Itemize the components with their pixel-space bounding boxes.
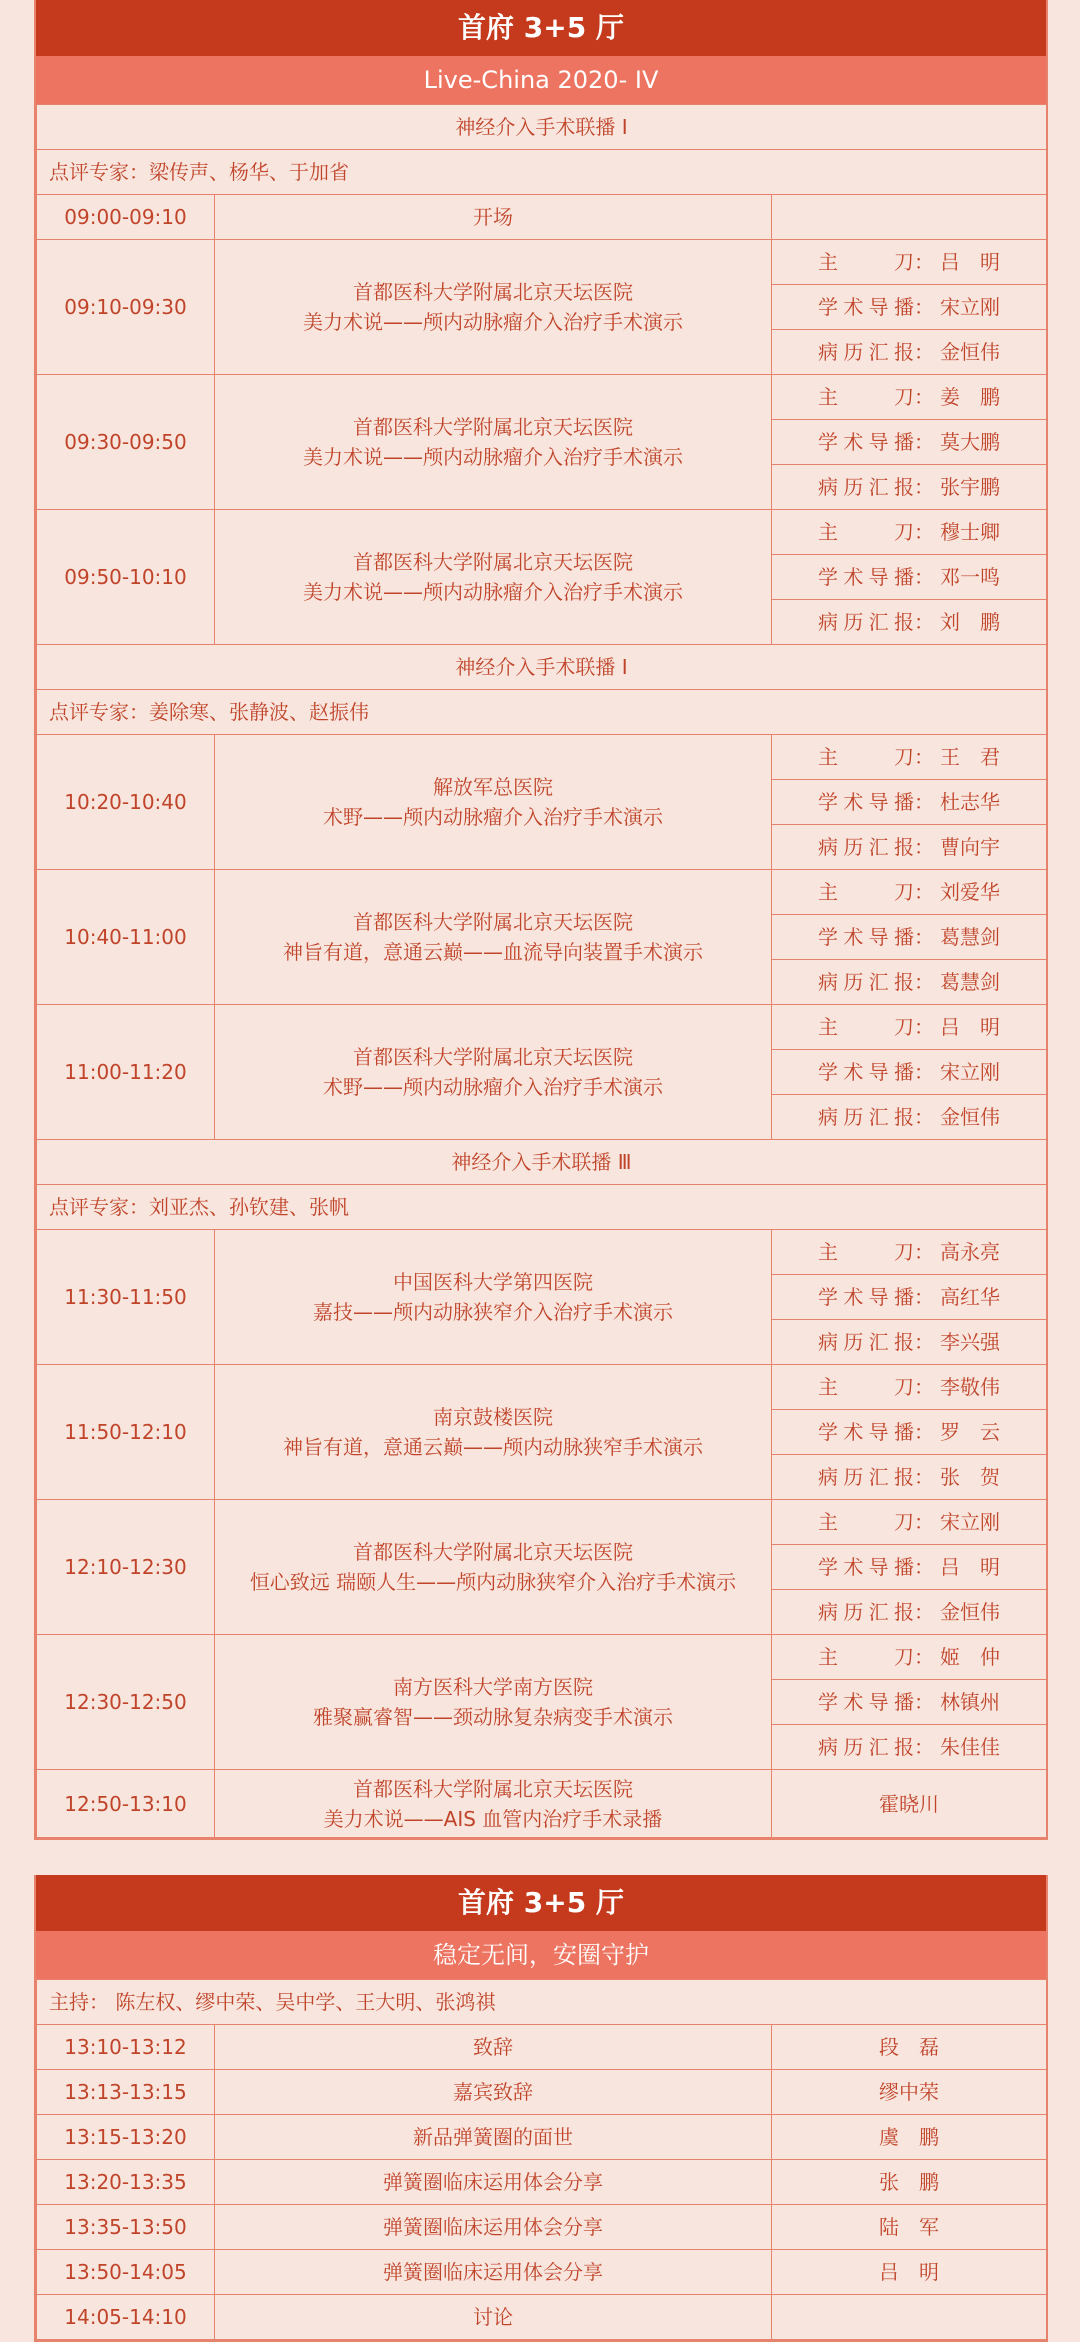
speaker-name: 陆 军 <box>772 2205 1047 2250</box>
role-cell <box>772 1545 1047 1590</box>
schedule-table-2 <box>36 1979 1047 2340</box>
role-cell <box>772 1275 1047 1320</box>
role-label: 主 刀 <box>818 1375 914 1399</box>
role-cell <box>772 870 1047 915</box>
person-name: 张宇鹏 <box>940 475 1000 499</box>
role-colon: ： <box>914 520 934 544</box>
role-cell <box>772 420 1047 465</box>
table-row <box>37 375 1047 420</box>
person-name: 金恒伟 <box>940 1600 1000 1624</box>
role-colon: ： <box>914 1600 934 1624</box>
section-title-row <box>37 1140 1047 1185</box>
speaker-name: 吕 明 <box>772 2250 1047 2295</box>
table-row <box>37 1005 1047 1050</box>
role-cell <box>772 375 1047 420</box>
review-experts: 点评专家：姜除寒、张静波、赵振伟 <box>37 690 1047 735</box>
role-cell <box>772 960 1047 1005</box>
person-name: 姜 鹏 <box>940 385 1000 409</box>
session-topic: 术野——颅内动脉瘤介入治疗手术演示 <box>323 1075 663 1099</box>
person-name: 杜志华 <box>940 790 1000 814</box>
person-name: 李敬伟 <box>940 1375 1000 1399</box>
role-label: 主 刀 <box>818 1510 914 1534</box>
hospital-name: 首都医科大学附属北京天坛医院 <box>353 550 633 574</box>
person-name: 吕 明 <box>940 1555 1000 1579</box>
role-cell <box>772 285 1047 330</box>
role-label: 学术导播 <box>818 1420 914 1444</box>
person-name: 王 君 <box>940 745 1000 769</box>
table-row <box>37 510 1047 555</box>
person-name: 李兴强 <box>940 1330 1000 1354</box>
time-slot: 13:35-13:50 <box>37 2205 215 2250</box>
hall-header: 首府 3+5 厅 <box>36 0 1046 56</box>
person-name: 刘爱华 <box>940 880 1000 904</box>
hospital-name: 中国医科大学第四医院 <box>393 1270 593 1294</box>
role-label: 主 刀 <box>818 520 914 544</box>
role-colon: ： <box>914 1330 934 1354</box>
table-row <box>37 2160 1047 2205</box>
role-label: 学术导播 <box>818 565 914 589</box>
role-colon: ： <box>914 790 934 814</box>
session-topic: 嘉技——颅内动脉狭窄介入治疗手术演示 <box>313 1300 673 1324</box>
table-row <box>37 2025 1047 2070</box>
session-description <box>215 1365 772 1500</box>
hospital-name: 首都医科大学附属北京天坛医院 <box>353 280 633 304</box>
talk-topic: 嘉宾致辞 <box>215 2070 772 2115</box>
table-row <box>37 195 1047 240</box>
table-row <box>37 1230 1047 1275</box>
section-title: 神经介入手术联播 Ⅰ <box>37 645 1047 690</box>
role-cell <box>772 465 1047 510</box>
session-description <box>215 510 772 645</box>
section-title-row <box>37 105 1047 150</box>
session-description <box>215 1635 772 1770</box>
talk-topic: 致辞 <box>215 2025 772 2070</box>
table-row <box>37 1635 1047 1680</box>
session-description <box>215 240 772 375</box>
time-slot: 09:00-09:10 <box>37 195 215 240</box>
session-description <box>215 1005 772 1140</box>
role-colon: ： <box>914 610 934 634</box>
hospital-name: 南方医科大学南方医院 <box>393 1675 593 1699</box>
session-description <box>215 195 772 240</box>
table-row <box>37 2205 1047 2250</box>
section-title: 神经介入手术联播 Ⅰ <box>37 105 1047 150</box>
time-slot: 09:30-09:50 <box>37 375 215 510</box>
role-cell <box>772 1680 1047 1725</box>
time-slot: 10:40-11:00 <box>37 870 215 1005</box>
role-colon: ： <box>914 1465 934 1489</box>
session-description <box>215 1500 772 1635</box>
role-colon: ： <box>914 1555 934 1579</box>
section-title: 神经介入手术联播 Ⅲ <box>37 1140 1047 1185</box>
speaker-name: 缪中荣 <box>772 2070 1047 2115</box>
role-label: 病历汇报 <box>818 835 914 859</box>
role-label: 主 刀 <box>818 385 914 409</box>
person-name: 吕 明 <box>940 250 1000 274</box>
session-topic: 美力术说——颅内动脉瘤介入治疗手术演示 <box>303 580 683 604</box>
time-slot: 13:15-13:20 <box>37 2115 215 2160</box>
time-slot: 12:10-12:30 <box>37 1500 215 1635</box>
review-experts: 点评专家：刘亚杰、孙钦建、张帆 <box>37 1185 1047 1230</box>
talk-topic: 弹簧圈临床运用体会分享 <box>215 2160 772 2205</box>
hospital-name: 南京鼓楼医院 <box>433 1405 553 1429</box>
person-name: 邓一鸣 <box>940 565 1000 589</box>
role-colon: ： <box>914 1105 934 1129</box>
experts-row <box>37 1185 1047 1230</box>
person-name: 穆士卿 <box>940 520 1000 544</box>
table-row <box>37 735 1047 780</box>
role-label: 病历汇报 <box>818 970 914 994</box>
role-colon: ： <box>914 745 934 769</box>
role-colon: ： <box>914 880 934 904</box>
role-cell <box>772 1635 1047 1680</box>
person-name: 刘 鹏 <box>940 610 1000 634</box>
person-name: 莫大鹏 <box>940 430 1000 454</box>
speaker-name: 段 磊 <box>772 2025 1047 2070</box>
role-label: 病历汇报 <box>818 1330 914 1354</box>
role-cell <box>772 1500 1047 1545</box>
role-label: 学术导播 <box>818 295 914 319</box>
person-name: 宋立刚 <box>940 1510 1000 1534</box>
talk-topic: 讨论 <box>215 2295 772 2340</box>
role-cell <box>772 1005 1047 1050</box>
session-subtitle-2: 稳定无间，安圈守护 <box>36 1931 1046 1979</box>
role-label: 主 刀 <box>818 1015 914 1039</box>
role-label: 学术导播 <box>818 925 914 949</box>
schedule-panel-live-china <box>34 0 1048 1840</box>
person-name: 张 贺 <box>940 1465 1000 1489</box>
speaker-name <box>772 2295 1047 2340</box>
hospital-name: 首都医科大学附属北京天坛医院 <box>353 415 633 439</box>
time-slot: 11:30-11:50 <box>37 1230 215 1365</box>
role-cell <box>772 780 1047 825</box>
person-name: 金恒伟 <box>940 340 1000 364</box>
role-colon: ： <box>914 295 934 319</box>
session-description <box>215 735 772 870</box>
time-slot: 12:50-13:10 <box>37 1770 215 1838</box>
time-slot: 13:50-14:05 <box>37 2250 215 2295</box>
hall-header-2: 首府 3+5 厅 <box>36 1875 1046 1931</box>
role-label: 主 刀 <box>818 745 914 769</box>
schedule-table <box>36 104 1047 1838</box>
person-name: 高永亮 <box>940 1240 1000 1264</box>
role-label: 主 刀 <box>818 880 914 904</box>
session-topic: 美力术说——AIS 血管内治疗手术录播 <box>323 1806 663 1831</box>
person-name: 林镇州 <box>940 1690 1000 1714</box>
role-cell <box>772 1320 1047 1365</box>
person-name <box>772 195 1047 240</box>
role-colon: ： <box>914 1690 934 1714</box>
role-colon: ： <box>914 565 934 589</box>
talk-topic: 弹簧圈临床运用体会分享 <box>215 2250 772 2295</box>
speaker-name: 虞 鹏 <box>772 2115 1047 2160</box>
role-colon: ： <box>914 1645 934 1669</box>
role-colon: ： <box>914 250 934 274</box>
role-cell <box>772 1050 1047 1095</box>
role-colon: ： <box>914 835 934 859</box>
session-topic: 雅聚赢睿智——颈动脉复杂病变手术演示 <box>313 1705 673 1729</box>
session-subtitle: Live-China 2020- IV <box>36 56 1046 104</box>
experts-row <box>37 690 1047 735</box>
table-row <box>37 2115 1047 2160</box>
role-cell <box>772 555 1047 600</box>
time-slot: 13:20-13:35 <box>37 2160 215 2205</box>
speaker-name: 张 鹏 <box>772 2160 1047 2205</box>
hospital-name: 解放军总医院 <box>433 775 553 799</box>
time-slot: 14:05-14:10 <box>37 2295 215 2340</box>
role-colon: ： <box>914 1285 934 1309</box>
experts-row <box>37 150 1047 195</box>
session-line: 首都医科大学附属北京天坛医院 <box>353 1776 633 1801</box>
role-cell <box>772 825 1047 870</box>
table-row <box>37 1770 1047 1838</box>
role-label: 学术导播 <box>818 1285 914 1309</box>
role-colon: ： <box>914 340 934 364</box>
role-cell <box>772 1590 1047 1635</box>
person-name: 朱佳佳 <box>940 1735 1000 1759</box>
role-colon: ： <box>914 1420 934 1444</box>
review-experts: 点评专家：梁传声、杨华、于加省 <box>37 150 1047 195</box>
session-description <box>215 870 772 1005</box>
table-row <box>37 2295 1047 2340</box>
table-row <box>37 2250 1047 2295</box>
person-name: 吕 明 <box>940 1015 1000 1039</box>
role-label: 病历汇报 <box>818 1735 914 1759</box>
session-topic: 恒心致远 瑞颐人生——颅内动脉狭窄介入治疗手术演示 <box>249 1570 737 1594</box>
time-slot: 11:50-12:10 <box>37 1365 215 1500</box>
person-name: 葛慧剑 <box>940 970 1000 994</box>
role-label: 病历汇报 <box>818 1465 914 1489</box>
schedule-panel-coil-session <box>34 1875 1048 2342</box>
role-colon: ： <box>914 970 934 994</box>
session-line: 开场 <box>473 205 513 229</box>
role-cell <box>772 1410 1047 1455</box>
session-topic: 神旨有道，意通云巅——血流导向装置手术演示 <box>283 940 703 964</box>
session-topic: 神旨有道，意通云巅——颅内动脉狭窄手术演示 <box>283 1435 703 1459</box>
role-cell <box>772 1365 1047 1410</box>
role-colon: ： <box>914 475 934 499</box>
time-slot: 13:10-13:12 <box>37 2025 215 2070</box>
role-colon: ： <box>914 430 934 454</box>
session-topic: 美力术说——颅内动脉瘤介入治疗手术演示 <box>303 310 683 334</box>
role-cell <box>772 1725 1047 1770</box>
role-label: 病历汇报 <box>818 340 914 364</box>
person-name: 霍晓川 <box>772 1770 1047 1838</box>
hospital-name: 首都医科大学附属北京天坛医院 <box>353 1540 633 1564</box>
role-cell <box>772 330 1047 375</box>
role-label: 学术导播 <box>818 1555 914 1579</box>
table-row <box>37 1500 1047 1545</box>
role-label: 主 刀 <box>818 1240 914 1264</box>
table-row <box>37 240 1047 285</box>
time-slot: 10:20-10:40 <box>37 735 215 870</box>
hospital-name: 首都医科大学附属北京天坛医院 <box>353 1045 633 1069</box>
person-name: 葛慧剑 <box>940 925 1000 949</box>
person-name: 姬 仲 <box>940 1645 1000 1669</box>
role-cell <box>772 1455 1047 1500</box>
person-name: 宋立刚 <box>940 295 1000 319</box>
table-row <box>37 870 1047 915</box>
role-label: 病历汇报 <box>818 475 914 499</box>
role-colon: ： <box>914 1735 934 1759</box>
session-topic: 术野——颅内动脉瘤介入治疗手术演示 <box>323 805 663 829</box>
session-description <box>215 1770 772 1838</box>
role-label: 主 刀 <box>818 1645 914 1669</box>
role-colon: ： <box>914 1375 934 1399</box>
role-colon: ： <box>914 925 934 949</box>
table-row <box>37 1365 1047 1410</box>
section-title-row <box>37 645 1047 690</box>
role-label: 病历汇报 <box>818 1600 914 1624</box>
role-label: 学术导播 <box>818 1690 914 1714</box>
role-label: 学术导播 <box>818 1060 914 1084</box>
role-colon: ： <box>914 1015 934 1039</box>
role-cell <box>772 915 1047 960</box>
role-cell <box>772 1095 1047 1140</box>
role-cell <box>772 1230 1047 1275</box>
host-line: 主持： 陈左权、缪中荣、吴中学、王大明、张鸿祺 <box>37 1980 1047 2025</box>
time-slot: 09:10-09:30 <box>37 240 215 375</box>
time-slot: 09:50-10:10 <box>37 510 215 645</box>
person-name: 曹向宇 <box>940 835 1000 859</box>
person-name: 罗 云 <box>940 1420 1000 1444</box>
role-colon: ： <box>914 1510 934 1534</box>
role-cell <box>772 735 1047 780</box>
role-colon: ： <box>914 385 934 409</box>
role-label: 主 刀 <box>818 250 914 274</box>
role-cell <box>772 510 1047 555</box>
role-cell <box>772 240 1047 285</box>
time-slot: 11:00-11:20 <box>37 1005 215 1140</box>
role-colon: ： <box>914 1240 934 1264</box>
role-cell <box>772 600 1047 645</box>
person-name: 宋立刚 <box>940 1060 1000 1084</box>
talk-topic: 弹簧圈临床运用体会分享 <box>215 2205 772 2250</box>
role-label: 学术导播 <box>818 430 914 454</box>
person-name: 金恒伟 <box>940 1105 1000 1129</box>
talk-topic: 新品弹簧圈的面世 <box>215 2115 772 2160</box>
role-colon: ： <box>914 1060 934 1084</box>
role-label: 病历汇报 <box>818 1105 914 1129</box>
time-slot: 12:30-12:50 <box>37 1635 215 1770</box>
session-topic: 美力术说——颅内动脉瘤介入治疗手术演示 <box>303 445 683 469</box>
hospital-name: 首都医科大学附属北京天坛医院 <box>353 910 633 934</box>
session-description <box>215 1230 772 1365</box>
role-label: 学术导播 <box>818 790 914 814</box>
time-slot: 13:13-13:15 <box>37 2070 215 2115</box>
role-label: 病历汇报 <box>818 610 914 634</box>
person-name: 高红华 <box>940 1285 1000 1309</box>
table-row <box>37 2070 1047 2115</box>
session-description <box>215 375 772 510</box>
